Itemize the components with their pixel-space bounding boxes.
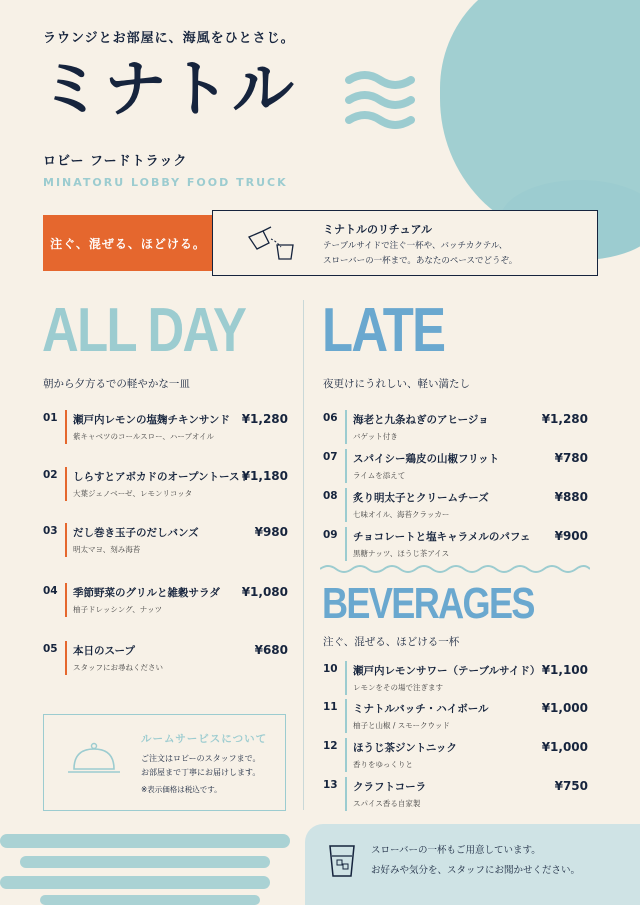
item-number: 01 xyxy=(43,412,58,424)
item-name: 炙り明太子とクリームチーズ xyxy=(353,492,489,504)
glass-icon xyxy=(327,842,357,878)
item-bar xyxy=(65,410,67,444)
item-price: ¥1,000 xyxy=(541,701,588,715)
item-desc: 明太マヨ、刻み海苔 xyxy=(73,545,141,554)
item-desc: レモンをその場で注ぎます xyxy=(353,683,443,692)
item-desc: 七味オイル、海苔クラッカー xyxy=(353,510,450,519)
item-desc: 香りをゆっくりと xyxy=(353,760,413,769)
item-number: 06 xyxy=(323,412,338,424)
brand-title: ミナトル xyxy=(40,52,297,125)
item-name: だし巻き玉子のだしバンズ xyxy=(73,527,199,539)
item-price: ¥900 xyxy=(554,529,588,543)
cloche-icon xyxy=(66,739,122,779)
ritual-title: ミナトルのリチュアル xyxy=(323,223,433,236)
item-number: 10 xyxy=(323,663,338,675)
item-name: 本日のスープ xyxy=(73,645,135,657)
item-desc: バゲット付き xyxy=(353,432,398,441)
wave-divider xyxy=(320,563,590,575)
ritual-box xyxy=(212,210,598,276)
item-desc: スパイス香る自家製 xyxy=(353,799,421,808)
item-number: 12 xyxy=(323,740,338,752)
subtitle-en: MINATORU LOBBY FOOD TRUCK xyxy=(43,176,288,189)
item-price: ¥1,000 xyxy=(541,740,588,754)
item-bar xyxy=(345,699,347,733)
item-bar xyxy=(345,488,347,522)
item-price: ¥880 xyxy=(554,490,588,504)
item-name: チョコレートと塩キャラメルのパフェ xyxy=(353,531,531,543)
item-bar xyxy=(65,641,67,675)
item-desc: 紫キャベツのコールスロー、ハーブオイル xyxy=(73,432,214,441)
item-name: 瀬戸内レモンの塩麹チキンサンド xyxy=(73,414,230,426)
item-price: ¥1,280 xyxy=(541,412,588,426)
item-bar xyxy=(345,410,347,444)
item-price: ¥680 xyxy=(254,643,288,657)
item-number: 09 xyxy=(323,529,338,541)
item-bar xyxy=(65,523,67,557)
item-bar xyxy=(345,527,347,561)
brush-stroke xyxy=(40,895,260,905)
item-name: スパイシー鶏皮の山椒フリット xyxy=(353,453,500,465)
item-desc: 柚子ドレッシング、ナッツ xyxy=(73,605,163,614)
room-service-box xyxy=(43,714,286,811)
item-name: しらすとアボカドのオープントースト xyxy=(73,471,251,483)
ritual-line: スローバーの一杯まで。あなたのペースでどうぞ。 xyxy=(323,256,518,266)
item-number: 13 xyxy=(323,779,338,791)
item-name: クラフトコーラ xyxy=(353,781,427,793)
item-bar xyxy=(345,738,347,772)
room-service-title: ルームサービスについて xyxy=(141,733,268,745)
room-service-body xyxy=(141,752,261,780)
item-desc: 柚子と山椒 / スモークウッド xyxy=(353,721,450,730)
teapot-pour-icon xyxy=(243,223,298,263)
late-subtitle: 夜更けにうれしい、軽い満たし xyxy=(323,378,470,390)
item-name: 季節野菜のグリルと雑穀サラダ xyxy=(73,587,220,599)
item-number: 05 xyxy=(43,643,58,655)
brush-stroke xyxy=(0,876,270,889)
room-service-line: お部屋まで丁寧にお届けします。 xyxy=(141,768,261,777)
item-number: 02 xyxy=(43,469,58,481)
column-divider xyxy=(303,300,304,810)
wave-logo-icon xyxy=(345,68,415,130)
brush-stroke xyxy=(20,856,270,868)
item-desc: 大葉ジェノベーゼ、レモンリコッタ xyxy=(73,489,193,498)
beverages-subtitle: 注ぐ、混ぜる、ほどける一杯 xyxy=(323,636,460,648)
item-price: ¥780 xyxy=(554,451,588,465)
footer-panel xyxy=(305,824,640,905)
allday-title: ALL DAY xyxy=(42,296,246,365)
item-desc: ライムを添えて xyxy=(353,471,406,480)
item-name: ミナトルバッチ・ハイボール xyxy=(353,703,489,715)
item-name: ほうじ茶ジントニック xyxy=(353,742,457,754)
item-number: 07 xyxy=(323,451,338,463)
item-number: 03 xyxy=(43,525,58,537)
item-price: ¥1,280 xyxy=(241,412,288,426)
item-bar xyxy=(65,583,67,617)
item-desc: スタッフにお尋ねください xyxy=(73,663,163,672)
tagline: ラウンジとお部屋に、海風をひとさじ。 xyxy=(43,31,295,46)
allday-subtitle: 朝から夕方るでの軽やかな一皿 xyxy=(43,378,190,390)
beverages-title: BEVERAGES xyxy=(322,579,534,628)
brush-stroke xyxy=(0,834,290,848)
item-bar xyxy=(345,661,347,695)
item-price: ¥1,100 xyxy=(541,663,588,677)
item-name: 瀬戸内レモンサワー（テーブルサイド） xyxy=(353,665,541,677)
item-bar xyxy=(345,449,347,483)
late-title: LATE xyxy=(322,296,445,365)
footer-line: スローバーの一杯もご用意しています。 xyxy=(371,845,541,856)
subtitle-jp: ロビー フードトラック xyxy=(43,154,188,169)
ritual-line: テーブルサイドで注ぐ一杯や、バッチカクテル、 xyxy=(323,241,508,251)
item-price: ¥1,180 xyxy=(241,469,288,483)
item-name: 海老と九条ねぎのアヒージョ xyxy=(353,414,489,426)
item-price: ¥750 xyxy=(554,779,588,793)
tax-note: ※表示価格は税込です。 xyxy=(141,785,222,794)
slogan-banner: 注ぐ、混ぜる、ほどける。 xyxy=(43,215,213,271)
item-bar xyxy=(345,777,347,811)
footer-line: お好みや気分を、スタッフにお聞かせください。 xyxy=(371,865,581,876)
ritual-body xyxy=(323,239,517,269)
item-desc: 黒糖ナッツ、ほうじ茶アイス xyxy=(353,549,450,558)
item-number: 11 xyxy=(323,701,338,713)
room-service-line: ご注文はロビーのスタッフまで。 xyxy=(141,754,261,763)
item-number: 04 xyxy=(43,585,58,597)
item-number: 08 xyxy=(323,490,338,502)
item-bar xyxy=(65,467,67,501)
item-price: ¥1,080 xyxy=(241,585,288,599)
item-price: ¥980 xyxy=(254,525,288,539)
